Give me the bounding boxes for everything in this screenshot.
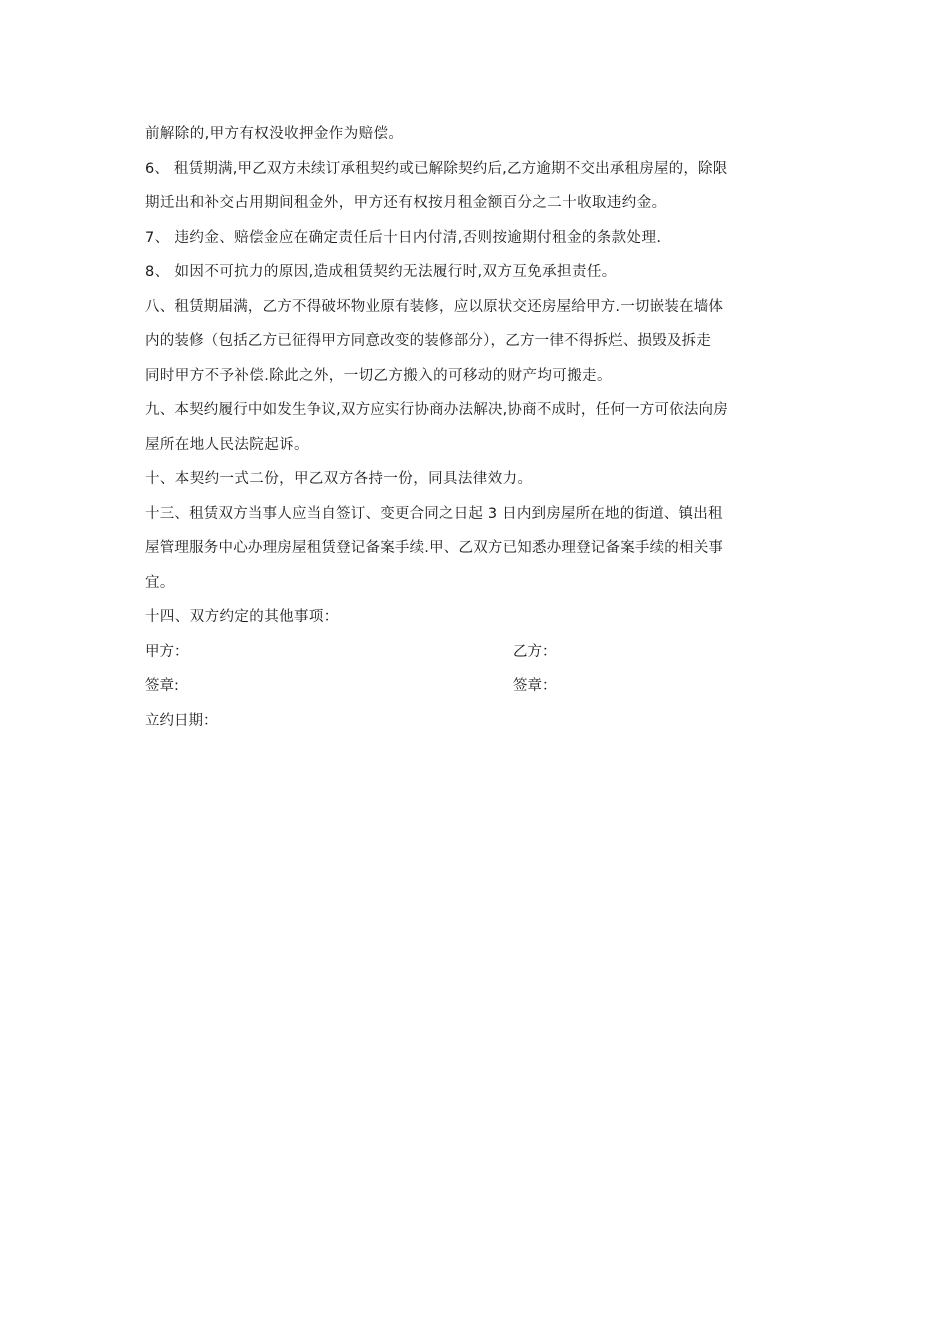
signing-date-label: 立约日期： [145,712,218,729]
paragraph-line: 九、本契约履行中如发生争议,双方应实行协商办法解决,协商不成时，任何一方可依法向房 [145,402,728,418]
seal-row [145,676,810,696]
paragraph-line: 十三、租赁双方当事人应当自签订、变更合同之日起 3 日内到房屋所在地的街道、镇出租 [145,505,723,522]
paragraph-line: 内的装修（包括乙方已征得甲方同意改变的装修部分），乙方一律不得拆烂、损毁及拆走 [145,333,712,349]
paragraph-line: 同时甲方不予补偿.除此之外，一切乙方搬入的可移动的财产均可搬走。 [145,367,612,384]
seal-b-label: 签章： [513,678,557,694]
date-row [145,711,810,731]
paragraph-line: 8、 如因不可抗力的原因,造成租赁契约无法履行时,双方互免承担责任。 [145,264,617,280]
seal-a-label: 签章: [145,678,179,694]
paragraph-line: 宜。 [145,574,175,591]
paragraph-line: 八、租赁期届满，乙方不得破坏物业原有装修，应以原状交还房屋给甲方.一切嵌装在墙体 [145,298,724,315]
party-a-label: 甲方： [145,643,189,660]
paragraph-line: 6、 租赁期满,甲乙双方未续订承租契约或已解除契约后,乙方逾期不交出承租房屋的，除限 [145,160,728,177]
paragraph-line: 十、本契约一式二份，甲乙双方各持一份，同具法律效力。 [145,471,533,487]
party-b-label: 乙方： [513,643,557,660]
party-row [145,642,810,662]
paragraph-line: 十四、双方约定的其他事项： [145,609,339,625]
contract-body [145,124,810,745]
paragraph-line: 屋管理服务中心办理房屋租赁登记备案手续.甲、乙双方已知悉办理登记备案手续的相关事 [145,540,724,556]
paragraph-line: 期迁出和补交占用期间租金外，甲方还有权按月租金额百分之二十收取违约金。 [145,195,667,211]
paragraph-line: 7、 违约金、赔偿金应在确定责任后十日内付清,否则按逾期付租金的条款处理. [145,229,662,246]
paragraph-line: 屋所在地人民法院起诉。 [145,436,309,453]
paragraph-line: 前解除的,甲方有权没收押金作为赔偿。 [145,126,404,142]
